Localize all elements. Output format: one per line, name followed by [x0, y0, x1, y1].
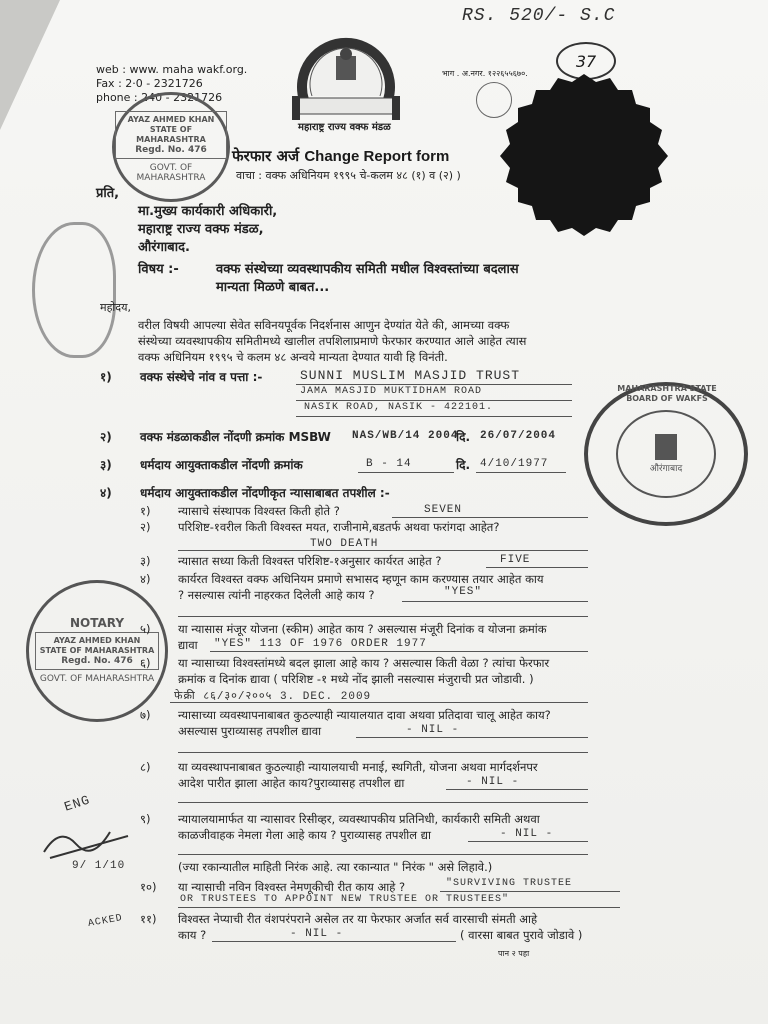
item-1-number: १) [100, 370, 112, 384]
address-line-2: महाराष्ट्र राज्य वक्फ मंडळ, [138, 222, 264, 237]
sub-6-question-1: या न्यासाच्या विश्वस्तांमध्ये बदल झाला आहे काय ? असल्यास किती वेळा ? त्यांचा फेरफार [178, 656, 550, 670]
title-marathi: फेरफार अर्ज [232, 147, 300, 165]
item-2-value: NAS/WB/14 2004 [352, 430, 459, 442]
item-2-number: २) [100, 430, 112, 444]
board-stamp-emblem [655, 434, 677, 460]
item-2-date-label: दि. [456, 430, 471, 444]
item-1-label: वक्फ संस्थेचे नांव व पत्ता :- [140, 370, 263, 384]
body-line-2: संस्थेच्या व्यवस्थापकीय समितीमध्ये खालील तपशिलाप्रमाणे फेरफार करण्यात आले आहेत त्यास [138, 334, 527, 348]
item-1-value-city: NASIK ROAD, NASIK - 422101. [304, 402, 494, 413]
margin-note-acked: ACKED [87, 913, 124, 930]
form-subtitle: वाचा : वक्फ अधिनियम १९९५ चे-कलम ४८ (१) व (२) ) [236, 169, 461, 182]
item-4-number: ४) [100, 486, 112, 500]
sub-10-question: या न्यासाची नविन विश्वस्त नेमणूकीची रीत काय आहे ? [178, 880, 406, 894]
sub-7-question-2: असल्यास पुराव्यासह तपशील द्यावा [178, 724, 322, 738]
advocate-stamp-top [112, 92, 230, 202]
subject-line-2: मान्यता मिळणे बाबत... [216, 280, 330, 295]
wakf-board-stamp [584, 382, 748, 526]
sub-9-number: ९) [140, 812, 151, 826]
board-stamp-city: औरंगाबाद [649, 464, 683, 474]
item-1-value-address: JAMA MASJID MUKTIDHAM ROAD [300, 386, 483, 397]
notary-state: STATE OF MAHARASHTRA [39, 646, 155, 655]
sub-10-answer-2: OR TRUSTEES TO APPOINT NEW TRUSTEE OR TRUSTEES" [180, 894, 510, 905]
black-wax-seal [498, 74, 670, 236]
sub-5-question-1: या न्यासास मंजूर योजना (स्कीम) आहेत काय ? असल्यास मंजूरी दिनांक व योजना क्रमांक [178, 622, 547, 636]
sub-3-number: ३) [140, 554, 151, 568]
folded-corner [0, 0, 60, 130]
subject-line-1: वक्फ संस्थेच्या व्यवस्थापकीय समिती मधील विश्वस्तांच्या बदलास [216, 262, 519, 277]
sub-11-answer: - NIL - [290, 928, 344, 940]
salutation: महोदय, [100, 301, 131, 314]
margin-date: 9/ 1/10 [72, 860, 126, 872]
sub-1-number: १) [140, 504, 151, 518]
stamp-state: STATE OF MAHARASHTRA [136, 125, 206, 144]
web-address: web : www. maha wakf.org. [96, 63, 248, 76]
sub-6-number: ६) [140, 656, 151, 670]
sub-1-answer: SEVEN [424, 504, 463, 516]
emblem-caption: महाराष्ट्र राज्य वक्फ मंडळ [298, 122, 391, 133]
item-3-value: B - 14 [366, 458, 412, 470]
circled-number: 37 [556, 42, 616, 80]
stamp-regd: Regd. No. 476 [135, 145, 207, 155]
stamp-name: AYAZ AHMED KHAN [127, 115, 215, 124]
sub-7-number: ७) [140, 708, 151, 722]
sub-5-number: ५) [140, 622, 151, 636]
item-4-label: धर्मदाय आयुक्ताकडील नोंदणीकृत न्यासाबाबत तपशील :- [140, 486, 390, 500]
sub-4-number: ४) [140, 572, 151, 586]
faded-stamp-left [32, 222, 116, 358]
sub-6-answer: फेक्री ८६/३०/२००५ 3. DEC. 2009 [174, 691, 372, 703]
stamp-outer: GOVT. OF MAHARASHTRA [136, 163, 206, 183]
sub-4-answer: "YES" [444, 586, 483, 598]
reference-number: भाग . अ.नगर. १२२६५५६७०. [442, 69, 528, 78]
body-line-3: वक्फ अधिनियम १९९५ चे कलम ४८ अन्वये मान्यता देण्यात यावी हि विनंती. [138, 350, 448, 364]
sub-9-question-1: न्यायालयामार्फत या न्यासावर रिसीव्हर, व्यवस्थापकीय प्रतिनिधी, कार्यकारी समिती अथवा [178, 812, 540, 826]
address-line-3: औरंगाबाद. [138, 240, 190, 255]
sub-5-question-2: द्यावा [178, 638, 198, 652]
sub-3-answer: FIVE [500, 554, 531, 566]
item-1-value-name: SUNNI MUSLIM MASJID TRUST [300, 368, 521, 383]
sub-11-tail: ( वारसा बाबत पुरावे जोडावे ) [460, 928, 583, 942]
fax-number: Fax : 2·0 - 2321726 [96, 77, 203, 90]
sub-8-question-2: आदेश पारीत झाला आहेत काय?पुराव्यासह तपशील द्या [178, 776, 405, 790]
blank-field-note: (ज्या रकान्यातील माहिती निरंक आहे. त्या रकान्यात " निरंक " असे लिहावे.) [178, 860, 493, 874]
sub-8-number: ८) [140, 760, 151, 774]
sub-3-question: न्यासात सध्या किती विश्वस्त परिशिष्ट-१अनुसार कार्यरत आहेत ? [178, 554, 442, 568]
notary-outer: GOVT. OF MAHARASHTRA [39, 674, 155, 684]
margin-signature [40, 822, 134, 862]
item-3-label: धर्मदाय आयुक्ताकडील नोंदणी क्रमांक [140, 458, 303, 472]
item-3-number: ३) [100, 458, 112, 472]
item-3-date-label: दि. [456, 458, 471, 472]
fee-note: RS. 520/- S.C [462, 6, 616, 26]
sub-2-question: परिशिष्ट-१वरील किती विश्वस्त मयत, राजीनामे,बडतर्फ अथवा फरांगदा आहेत? [178, 520, 500, 534]
board-stamp-outer-text: MAHARASHTRA STATE BOARD OF WAKFS [617, 384, 717, 403]
sub-5-answer: "YES" 113 OF 1976 ORDER 1977 [214, 638, 427, 650]
sub-6-question-2: क्रमांक व दिनांक द्यावा ( परिशिष्ट -१ मध्ये नोंद झाली नसल्यास मंजुराची प्रत जोडावी. ) [178, 672, 534, 686]
sub-11-number: ११) [140, 912, 157, 926]
sub-2-answer: TWO DEATH [310, 538, 379, 550]
sub-11-question-2: काय ? [178, 928, 207, 942]
notary-regd: Regd. No. 476 [61, 656, 133, 666]
form-title [232, 146, 449, 166]
sub-7-question-1: न्यासाच्या व्यवस्थापनाबाबत कुठल्याही न्यायालयात दावा अथवा प्रतिदावा चालू आहेत काय? [178, 708, 551, 722]
phone-number: phone : 240 - 2321726 [96, 91, 223, 104]
body-line-1: वरील विषयी आपल्या सेवेत सविनयपूर्वक निदर्शनास आणुन देण्यांत येते की, आमच्या वक्फ [138, 318, 510, 332]
sub-11-question-1: विश्वस्त नेप्याची रीत वंशपरंपराने असेल तर या फेरफार अर्जात सर्व वारसाची संमती आहे [178, 912, 538, 926]
next-page-note: पान २ पहा [498, 949, 530, 958]
sub-10-answer-1: "SURVIVING TRUSTEE [446, 878, 573, 889]
sub-2-number: २) [140, 520, 151, 534]
address-to: प्रति, [96, 186, 120, 201]
sub-4-question-2: ? नसल्यास त्यांनी नाहरकत दिलेली आहे काय ? [178, 588, 375, 602]
subject-label: विषय :- [138, 262, 179, 277]
notary-top-text: NOTARY [69, 616, 125, 630]
sub-4-question-1: कार्यरत विश्वस्त वक्फ अधिनियम प्रमाणे सभासद म्हणून काम करण्यास तयार आहेत काय [178, 572, 544, 586]
item-2-date: 26/07/2004 [480, 430, 557, 442]
item-2-label: वक्फ मंडळाकडील नोंदणी क्रमांक MSBW [140, 430, 331, 444]
sub-7-answer: - NIL - [406, 724, 460, 736]
sub-9-answer: - NIL - [500, 828, 554, 840]
title-english: Change Report form [304, 148, 450, 165]
margin-note-eng: ENG [62, 792, 93, 815]
board-emblem [286, 30, 406, 134]
sub-8-answer: - NIL - [466, 776, 520, 788]
sub-8-question-1: या व्यवस्थापनाबाबत कुठल्याही न्यायालयाची मनाई, स्थगिती, योजना अथवा मार्गदर्शनपर [178, 760, 538, 774]
sub-1-question: न्यासाचे संस्थापक विश्वस्त किती होते ? [178, 504, 340, 518]
sub-10-number: १०) [140, 880, 157, 894]
address-line-1: मा.मुख्य कार्यकारी अधिकारी, [138, 204, 278, 219]
sub-9-question-2: काळजीवाहक नेमला गेला आहे काय ? पुराव्यासह तपशील द्या [178, 828, 431, 842]
notary-stamp [26, 580, 168, 722]
notary-name: AYAZ AHMED KHAN [53, 636, 141, 645]
item-3-date: 4/10/1977 [480, 458, 549, 470]
